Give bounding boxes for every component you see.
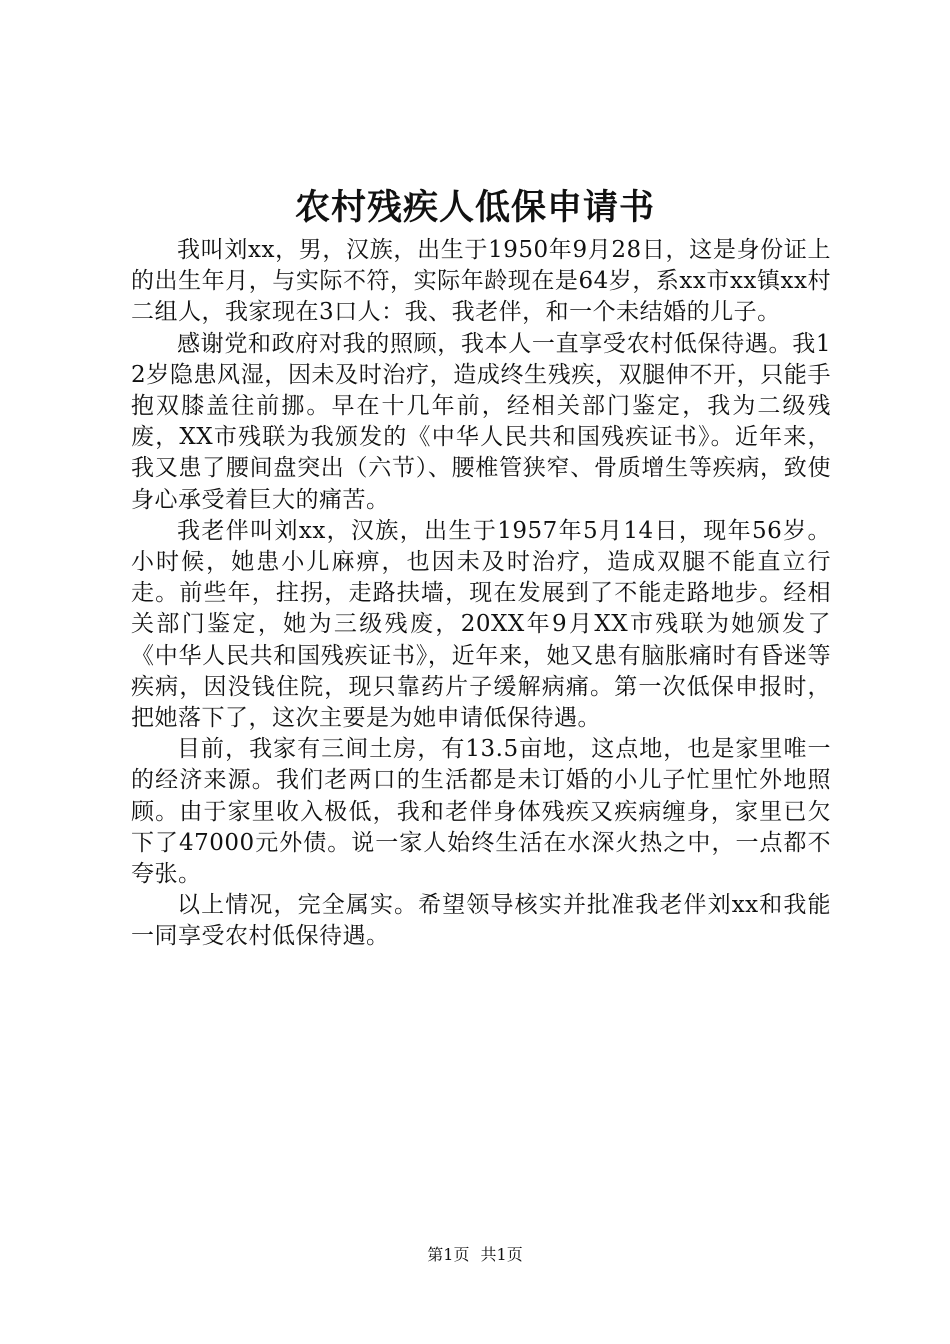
page-footer [0, 1244, 950, 1266]
paragraph-applicant-condition: 感谢党和政府对我的照顾，我本人一直享受农村低保待遇。我12岁隐患风湿，因未及时治疗，造成终生残疾，双腿伸不开，只能手抱双膝盖往前挪。早在十几年前，经相关部门鉴定，我为二级残废，XX市残联为我颁发的《中华人民共和国残疾证书》。近年来，我又患了腰间盘突出（六节）、腰椎管狭窄、骨质增生等疾病，致使身心承受着巨大的痛苦。 [131, 330, 831, 513]
paragraph-family-finances: 目前，我家有三间土房，有13.5亩地，这点地，也是家里唯一的经济来源。我们老两口的生活都是未订婚的小儿子忙里忙外地照顾。由于家里收入极低，我和老伴身体残疾又疾病缠身，家里已欠下了47000元外债。说一家人始终生活在水深火热之中，一点都不夸张。 [131, 736, 831, 888]
document-title: 农村残疾人低保申请书 [294, 187, 655, 228]
page-total: 共1页 [480, 1245, 523, 1264]
paragraph-personal-info: 我叫刘xx，男，汉族，出生于1950年9月28日，这是身份证上的出生年月，与实际不符，实际年龄现在是64岁，系xx市xx镇xx村二组人，我家现在3口人：我、我老伴，和一个未结婚的儿子。 [131, 237, 831, 326]
paragraph-closing-request: 以上情况，完全属实。希望领导核实并批准我老伴刘xx和我能一同享受农村低保待遇。 [131, 892, 831, 950]
paragraph-spouse-condition: 我老伴叫刘xx，汉族，出生于1957年5月14日，现年56岁。小时候，她患小儿麻痹，也因未及时治疗，造成双腿不能直立行走。前些年，拄拐，走路扶墙，现在发展到了不能走路地步。经相关部门鉴定，她为三级残废，20XX年9月XX市残联为她颁发了《中华人民共和国残疾证书》，近年来，她又患有脑胀痛时有昏迷等疾病，因没钱住院，现只靠药片子缓解病痛。第一次低保申报时，把她落下了，这次主要是为她申请低保待遇。 [131, 517, 831, 732]
page-number: 第1页 [427, 1245, 470, 1264]
document-body [131, 235, 831, 953]
